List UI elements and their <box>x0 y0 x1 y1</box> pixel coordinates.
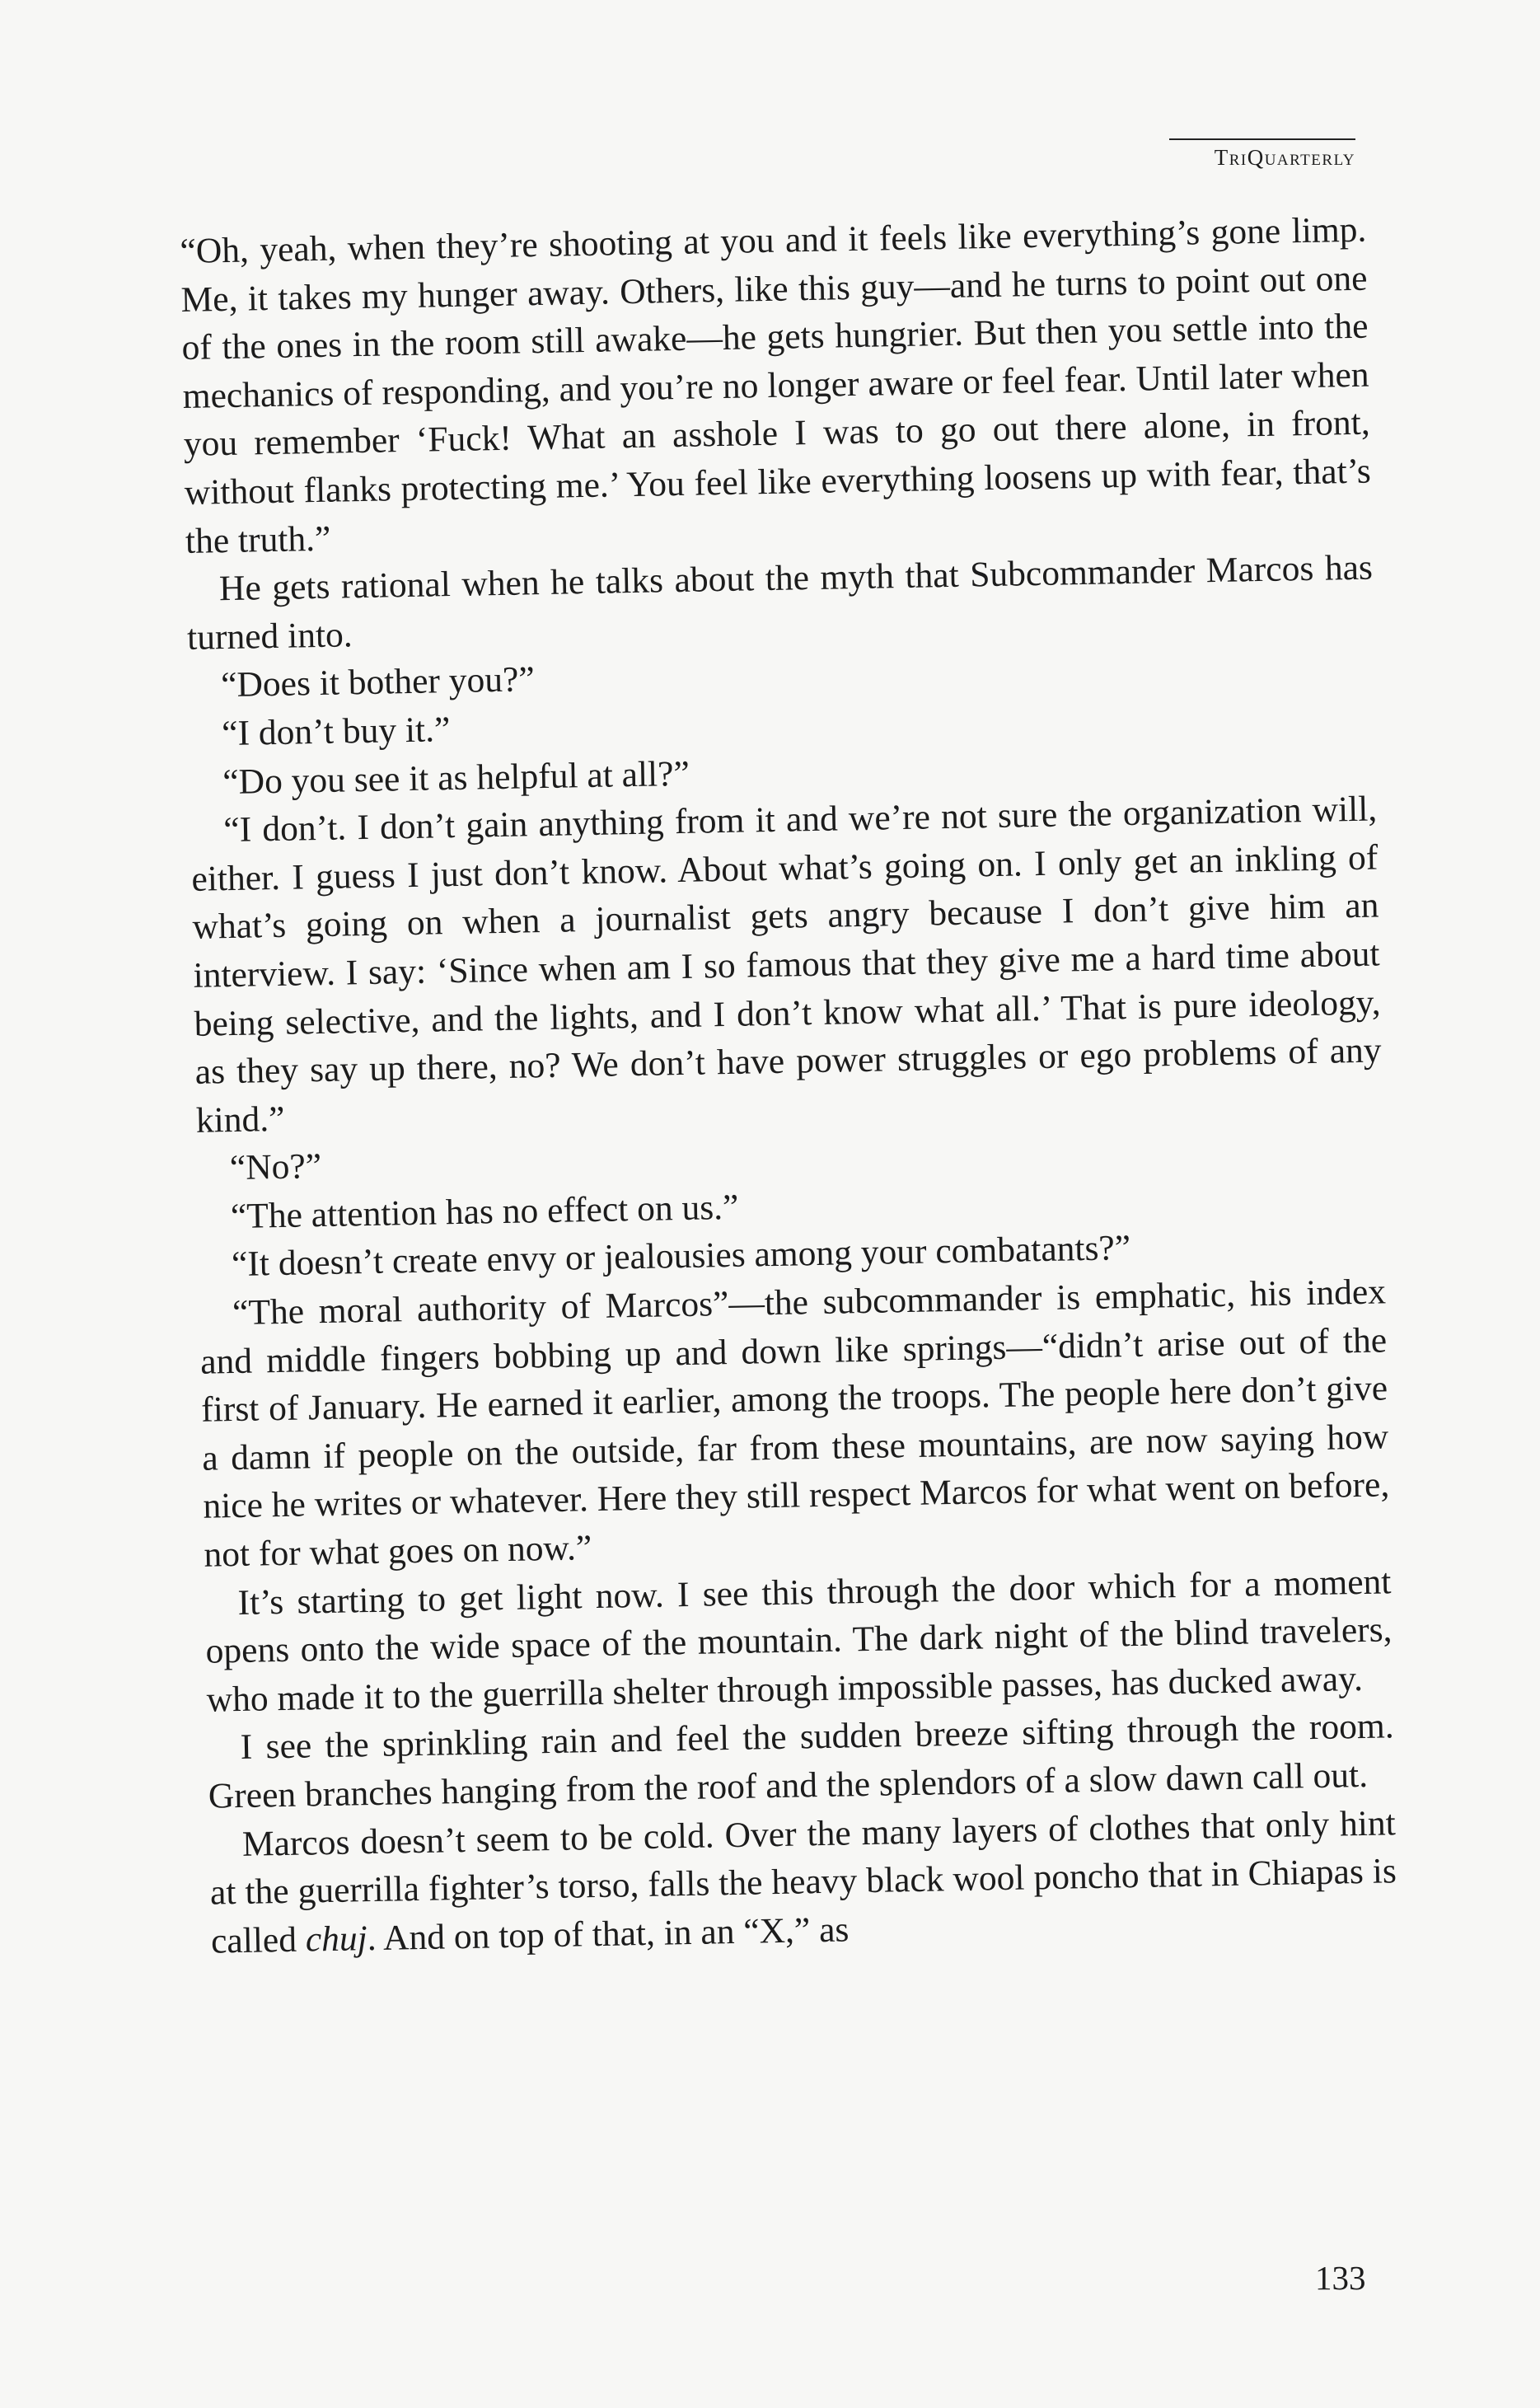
paragraph: “It doesn’t create envy or jealousies among your combatants?” <box>231 1228 1131 1285</box>
body-text <box>180 206 1397 1965</box>
paragraph: It’s starting to get light now. I see this through the door which for a moment opens onto the wide space of the mountain. The dark night of the blind travelers, who made it to the guerrilla shelter through impossible passes, has ducked away. <box>205 1561 1393 1720</box>
page-number: 133 <box>1315 2259 1366 2297</box>
paragraph: “No?” <box>229 1146 322 1188</box>
paragraph: I see the sprinkling rain and feel the sudden breeze sifting through the room. Green branches hanging from the roof and the splendors of a slow dawn call out. <box>208 1706 1395 1816</box>
paragraph-text: . And on top of that, in an “X,” as <box>367 1909 850 1958</box>
paragraph-last <box>208 1799 1397 1965</box>
paragraph: “The moral authority of Marcos”—the subcommander is emphatic, his index and middle fingers bobbing up and down like springs—“didn’t arise out of the first of January. He earned it earlier, among the troops. The people here don’t give a damn if people on the outside, far from these mountains, are now saying how nice he writes or whatever. Here they still respect Marcos for what went on before, not for what goes on now.” <box>199 1272 1390 1575</box>
paragraph: “Does it bother you?” <box>220 659 536 705</box>
paragraph: He gets rational when he talks about the myth that Subcommander Marcos has turned into. <box>186 547 1374 658</box>
running-head: TriQuarterly <box>1169 138 1355 171</box>
paragraph: “Oh, yeah, when they’re shooting at you and it feels like everything’s gone limp. Me, it takes my hunger away. Others, like this guy—and he turns to point out one of the ones in the room still awake—he gets hungrier. But then you settle into the mechanics of responding, and you’re no longer aware or feel fear. Until later when you remember ‘Fuck! What an asshole I was to go out there alone, in front, without flanks protecting me.’ You feel like everything loosens up with fear, that’s the truth.” <box>180 209 1372 561</box>
italic-term: chuj <box>305 1918 368 1960</box>
paragraph: “Do you see it as helpful at all?” <box>222 753 690 802</box>
paragraph: “I don’t. I don’t gain anything from it and we’re not sure the organization will, either. I guess I just don’t know. About what’s going on. I only get an inkling of what’s going on when a journalist gets angry because I don’t give him an interview. I say: ‘Since when am I so famous that they give me a hard time about being selective, and the lights, and I don’t know what all.’ That is pure ideology, as they say up there, no? We don’t have power struggles or ego problems of any kind.” <box>191 789 1382 1141</box>
paragraph-text: Marcos doesn’t seem to be cold. Over the many layers of clothes that only hint at the guerrilla fighter’s torso, falls the heavy black wool poncho that in Chiapas is called <box>209 1802 1397 1961</box>
paragraph: “The attention has no effect on us.” <box>230 1187 739 1236</box>
paragraph: “I don’t buy it.” <box>221 710 451 754</box>
